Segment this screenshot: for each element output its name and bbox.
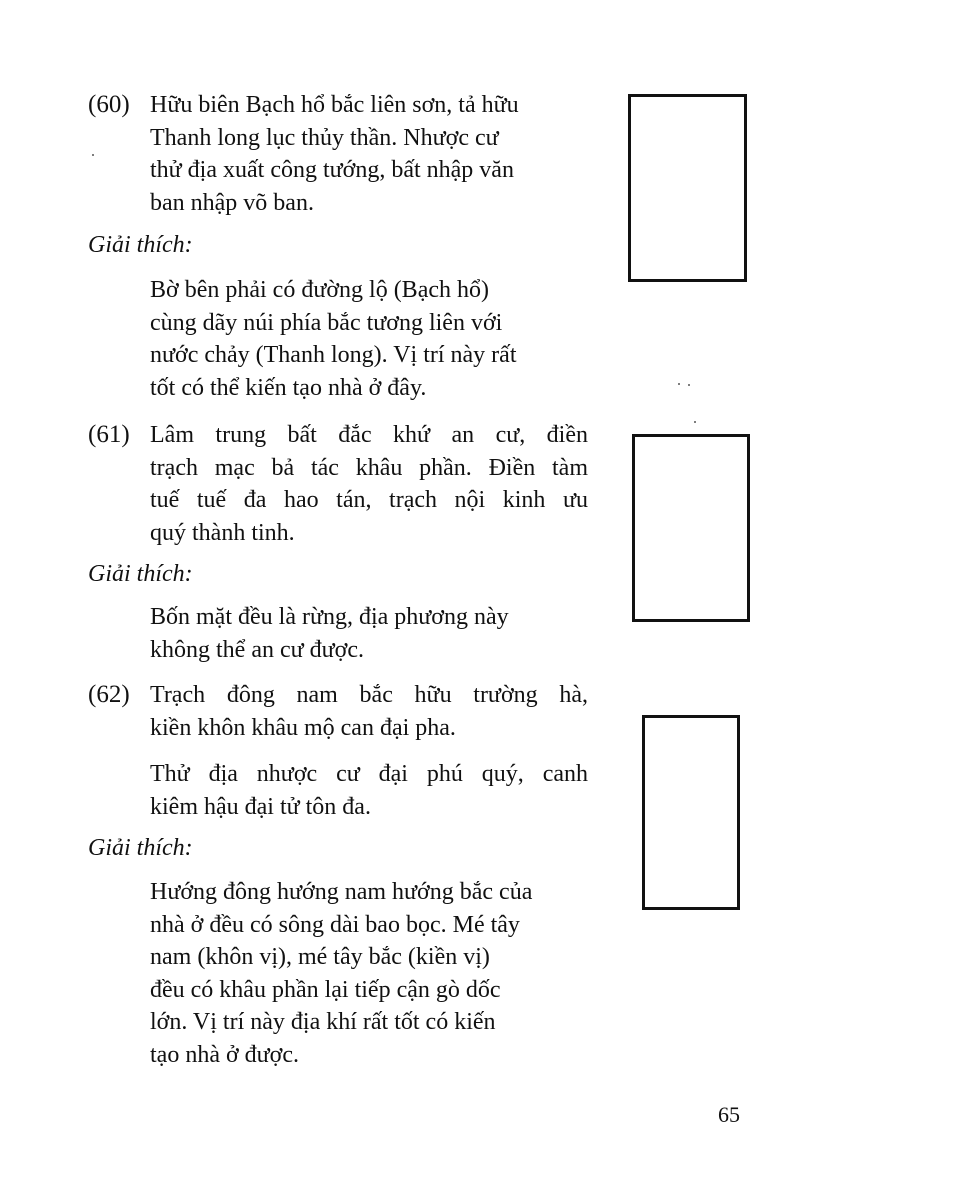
verse-line: kiền khôn khâu mộ can đại pha.	[150, 714, 456, 741]
verse-line: trạch mạc bả tác khâu phần. Điền tàm	[150, 454, 588, 481]
verse-line: tuế tuế đa hao tán, trạch nội kinh ưu	[150, 487, 588, 513]
explanation-line: không thể an cư được.	[150, 636, 364, 663]
page-number: 65	[718, 1102, 740, 1127]
explanation-line: Bờ bên phải có đường lộ (Bạch hổ)	[150, 277, 489, 303]
entry-61-verse	[150, 419, 588, 549]
explanation-line: lớn. Vị trí này địa khí rất tốt có kiến	[150, 1009, 496, 1035]
verse-line: quý thành tinh.	[150, 519, 295, 546]
verse-line: Lâm trung bất đắc khứ an cư, điền	[150, 422, 588, 448]
entry-61-explanation	[150, 601, 580, 666]
entry-61-label: Giải thích:	[88, 561, 193, 587]
entry-60-number: (60)	[88, 91, 130, 118]
verse-line: ban nhập võ ban.	[150, 189, 314, 216]
explanation-line: nhà ở đều có sông dài bao bọc. Mé tây	[150, 911, 520, 938]
verse-line: thử địa xuất công tướng, bất nhập văn	[150, 157, 514, 183]
entry-62-label: Giải thích:	[88, 835, 193, 861]
verse-line: Thanh long lục thủy thần. Nhược cư	[150, 124, 499, 151]
entry-60-explanation	[150, 274, 580, 404]
explanation-line: nam (khôn vị), mé tây bắc (kiền vị)	[150, 944, 490, 970]
diagram-frame-60	[628, 94, 747, 282]
scan-speck	[92, 154, 94, 156]
entry-61-number: (61)	[88, 421, 130, 448]
entry-60-verse	[150, 89, 580, 219]
diagram-frame-62	[642, 715, 740, 910]
explanation-line: tạo nhà ở được.	[150, 1041, 300, 1068]
entry-62-number: (62)	[88, 681, 130, 708]
entry-62-verse	[150, 679, 588, 744]
verse-line: Thử địa nhược cư đại phú quý, canh	[150, 761, 588, 787]
diagram-frame-61	[632, 434, 750, 622]
explanation-line: đều có khâu phần lại tiếp cận gò dốc	[150, 976, 501, 1003]
explanation-line: Hướng đông hướng nam hướng bắc của	[150, 879, 533, 905]
explanation-line: Bốn mặt đều là rừng, địa phương này	[150, 604, 509, 630]
scan-speck	[694, 421, 696, 423]
entry-60-label: Giải thích:	[88, 232, 193, 258]
scan-speck	[688, 384, 690, 386]
verse-line: Hữu biên Bạch hổ bắc liên sơn, tả hữu	[150, 92, 519, 118]
explanation-line: cùng dãy núi phía bắc tương liên với	[150, 309, 503, 336]
explanation-line: tốt có thể kiến tạo nhà ở đây.	[150, 374, 427, 401]
scan-speck	[678, 383, 680, 385]
verse-line: Trạch đông nam bắc hữu trường hà,	[150, 682, 588, 708]
explanation-line: nước chảy (Thanh long). Vị trí này rất	[150, 342, 517, 368]
verse-line: kiêm hậu đại tử tôn đa.	[150, 793, 371, 820]
entry-62-verse-continued	[150, 758, 588, 823]
entry-62-explanation	[150, 876, 588, 1071]
